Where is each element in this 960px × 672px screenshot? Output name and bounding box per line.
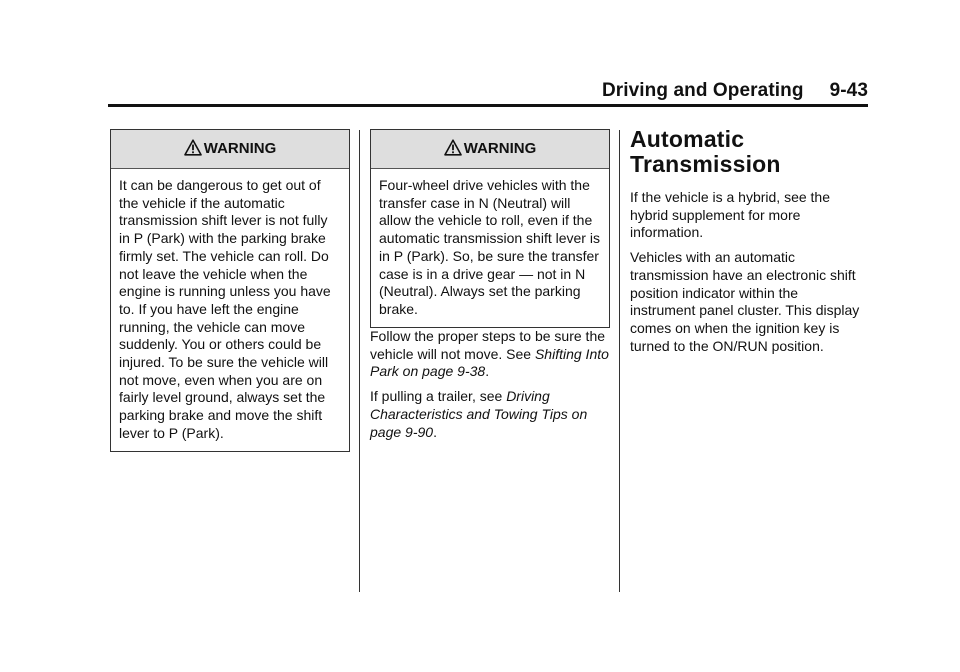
paragraph-trailer: [370, 388, 610, 441]
column-divider-2: [619, 130, 620, 592]
paragraph-end: .: [485, 363, 490, 380]
warning-box-middle: [370, 129, 610, 328]
section-title: Automatic Transmission: [630, 126, 781, 177]
header-page-number: 9-43: [829, 80, 868, 101]
right-column: [630, 127, 860, 362]
paragraph-text: If pulling a trailer, see: [370, 388, 507, 405]
page-header: [108, 78, 868, 104]
warning-text: Four-wheel drive vehicles with the transfer case in N (Neutral) will allow the vehicle to roll, even if the automatic transmission shift lever is in P (Park). So, be sure the transfer case is in a drive gear — not in N (Neutral). Always set the parking brake.: [379, 177, 600, 317]
column-divider-1: [359, 130, 360, 592]
warning-box-left: [110, 129, 350, 452]
warning-triangle-icon: [184, 139, 202, 156]
paragraph-indicator: Vehicles with an automatic transmission have an electronic shift position indicator within the instrument panel cluster. This display comes on when the ignition key is turned to the ON/RUN position.: [630, 249, 860, 354]
warning-title: WARNING: [463, 140, 537, 157]
cross-reference-link[interactable]: Driving Characteristics and Towing Tips on page 9-90: [370, 388, 588, 440]
middle-column-text: [370, 328, 610, 448]
paragraph-text: Follow the proper steps to be sure the vehicle will not move. See: [370, 328, 606, 362]
warning-text: It can be dangerous to get out of the vehicle if the automatic transmission shift lever is not fully in P (Park) with the parking brake firmly set. The vehicle can roll. Do not leave the vehicle when the engine is running unless you have to. If you have left the engine running, the vehicle can move suddenly. You or others could be injured. To be sure the vehicle will not move, even when you are on fairly level ground, always set the parking brake and move the shift lever to P (Park).: [119, 177, 331, 441]
warning-header: [371, 130, 609, 169]
warning-header: [111, 130, 349, 169]
warning-title: WARNING: [203, 140, 277, 157]
paragraph-hybrid: If the vehicle is a hybrid, see the hybrid supplement for more information.: [630, 189, 830, 241]
header-rule: [108, 104, 868, 107]
warning-triangle-icon: [444, 139, 462, 156]
paragraph-end: .: [433, 423, 437, 440]
cross-reference-link[interactable]: Shifting Into Park on page 9-38: [370, 345, 609, 380]
paragraph-follow-steps: [370, 328, 610, 381]
header-title: [602, 80, 868, 102]
header-section: Driving and Operating: [601, 80, 804, 101]
